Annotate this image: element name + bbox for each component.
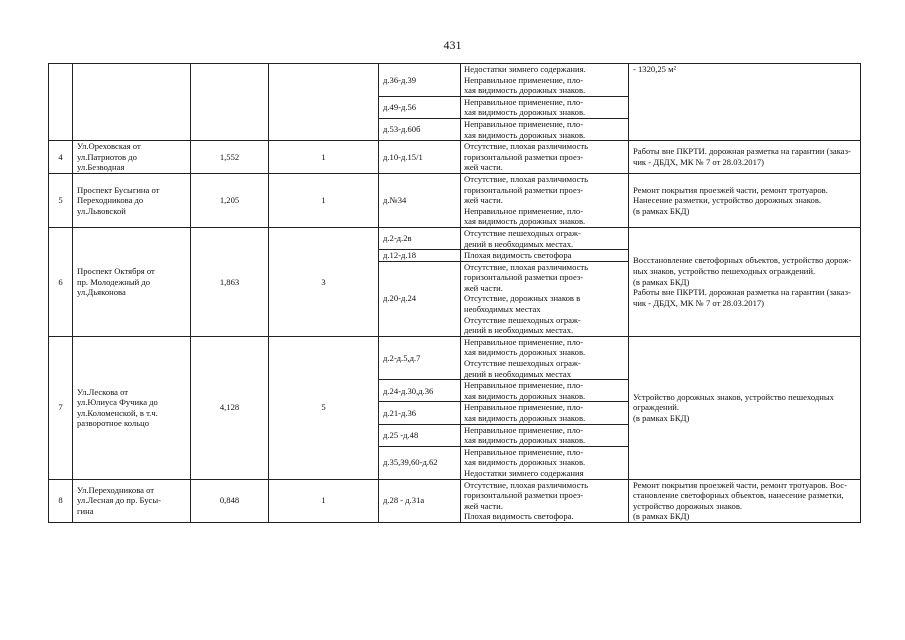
violation-line: Недостатки зимнего содержания.: [464, 64, 586, 74]
table-row: [49, 479, 861, 522]
measures-cell: [629, 64, 861, 141]
violation-line: хая видимость дорожных знаков.: [464, 347, 586, 358]
violations-cell: [461, 446, 629, 479]
violations-cell: [461, 227, 629, 249]
violations-cell: [461, 118, 629, 140]
street-line: Ул.Лескова от: [77, 386, 129, 397]
measure-line: (в рамках БКД): [633, 276, 690, 287]
address-cell: д.12-д.18: [379, 250, 461, 262]
count-cell: 1: [269, 479, 379, 522]
street-line: пр. Молодежный до: [77, 276, 151, 287]
violations-cell: [461, 261, 629, 336]
street-line: ул.Дьяконова: [77, 287, 126, 298]
violation-line: хая видимость дорожных знаков.: [464, 435, 586, 446]
violations-cell: [461, 141, 629, 174]
violations-cell: [461, 336, 629, 379]
table-row: [49, 141, 861, 174]
measure-line: (в рамках БКД): [633, 205, 690, 216]
violation-line: хая видимость дорожных знаков.: [464, 107, 586, 118]
violation-line: Неправильное применение, пло-: [464, 205, 584, 216]
length-cell: 1,552: [191, 141, 269, 174]
violation-line: Отсутствие, плохая различимость: [464, 173, 589, 184]
measure-line: ограждений.: [633, 402, 680, 413]
violations-cell: [461, 173, 629, 227]
violation-line: Плохая видимость светофора: [464, 250, 572, 261]
violation-line: необходимых местах: [464, 304, 541, 315]
violation-line: горизонтальной разметки проез-: [464, 490, 584, 501]
measures-cell: [629, 336, 861, 479]
table-row: [49, 336, 861, 379]
measures-cell: [629, 227, 861, 336]
street-cell: [73, 336, 191, 479]
measure-line: Восстановление светофорных объектов, устройство дорож-: [633, 255, 852, 266]
street-cell: [73, 64, 191, 141]
address-cell: д.№34: [379, 173, 461, 227]
measure-line: становление светофорных объектов, нанесение разметки,: [633, 490, 844, 501]
count-cell: 5: [269, 336, 379, 479]
road-inspection-table: [48, 63, 861, 523]
violations-cell: [461, 479, 629, 522]
violation-line: Неправильное применение, пло-: [464, 336, 584, 347]
address-cell: д.53-д.60б: [379, 118, 461, 140]
measure-line: Устройство дорожных знаков, устройство пешеходных: [633, 391, 834, 402]
street-line: ул.Безводная: [77, 162, 125, 173]
street-line: ул.Лесная до пр. Бусы-: [77, 495, 161, 506]
violation-line: хая видимость дорожных знаков.: [464, 129, 586, 140]
address-cell: д.49-д.56: [379, 96, 461, 118]
violations-cell: [461, 380, 629, 402]
row-number-cell: 5: [49, 173, 73, 227]
street-line: ул.Юлиуса Фучика до: [77, 397, 158, 408]
street-line: гина: [77, 506, 94, 517]
violation-line: дений в необходимых местах.: [464, 325, 574, 336]
measure-line: ных знаков, устройство пешеходных ограждений.: [633, 265, 816, 276]
violation-line: жей части.: [464, 282, 503, 293]
violation-line: Недостатки зимнего содержания: [464, 467, 584, 478]
violation-line: хая видимость дорожных знаков.: [464, 85, 586, 96]
violation-line: Отсутствие пешеходных ограж-: [464, 358, 581, 369]
violation-line: Плохая видимость светофора.: [464, 511, 574, 522]
violation-line: хая видимость дорожных знаков.: [464, 390, 586, 401]
violation-line: жей части.: [464, 500, 503, 511]
violation-line: хая видимость дорожных знаков.: [464, 413, 586, 423]
length-cell: 0,848: [191, 479, 269, 522]
count-cell: [269, 64, 379, 141]
length-cell: 1,205: [191, 173, 269, 227]
violations-cell: [461, 64, 629, 97]
measure-line: Работы вне ПКРТИ. дорожная разметка на гарантии (заказ-: [633, 287, 851, 298]
violation-line: хая видимость дорожных знаков.: [464, 216, 586, 227]
violation-line: дений в необходимых местах.: [464, 238, 574, 249]
length-cell: 4,128: [191, 336, 269, 479]
violation-line: Отсутствие, плохая различимость: [464, 479, 589, 490]
violation-line: жей части.: [464, 195, 503, 206]
violation-line: Неправильное применение, пло-: [464, 74, 584, 85]
row-number-cell: [49, 64, 73, 141]
address-cell: д.2-д.2в: [379, 227, 461, 249]
length-cell: 1,863: [191, 227, 269, 336]
table-row: [49, 227, 861, 249]
address-cell: д.24-д.30,д.36: [379, 380, 461, 402]
measure-line: Ремонт покрытия проезжей части, ремонт тротуаров. Вос-: [633, 479, 847, 490]
street-cell: [73, 173, 191, 227]
measures-cell: [629, 141, 861, 174]
violation-line: горизонтальной разметки проез-: [464, 272, 584, 283]
violation-line: Неправильное применение, пло-: [464, 402, 584, 413]
measure-line: Нанесение разметки, устройство дорожных знаков.: [633, 195, 822, 206]
street-line: ул.Патриотов до: [77, 151, 137, 162]
violations-cell: [461, 250, 629, 262]
violations-cell: [461, 424, 629, 446]
street-cell: [73, 479, 191, 522]
row-number-cell: 6: [49, 227, 73, 336]
violation-line: Неправильное применение, пло-: [464, 446, 584, 457]
count-cell: 1: [269, 173, 379, 227]
street-line: Переходникова до: [77, 195, 144, 206]
address-cell: д.28 - д.31а: [379, 479, 461, 522]
measure-line: Ремонт покрытия проезжей части, ремонт тротуаров.: [633, 184, 828, 195]
row-number-cell: 7: [49, 336, 73, 479]
violation-line: горизонтальной разметки проез-: [464, 151, 584, 162]
measure-line: чик - ДБДХ, МК № 7 от 28.03.2017): [633, 157, 765, 168]
count-cell: 3: [269, 227, 379, 336]
violation-line: Отсутствие пешеходных ограж-: [464, 227, 581, 238]
violation-line: Неправильное применение, пло-: [464, 96, 584, 107]
measure-line: чик - ДБДХ, МК № 7 от 28.03.2017): [633, 297, 765, 308]
measure-line: (в рамках БКД): [633, 511, 690, 522]
violation-line: Отсутствие, дорожных знаков в: [464, 293, 581, 304]
measure-line: - 1320,25 м²: [633, 64, 677, 74]
table-row: [49, 173, 861, 227]
street-line: Ул.Переходникова от: [77, 484, 155, 495]
row-number-cell: 4: [49, 141, 73, 174]
street-line: Ул.Ореховская от: [77, 141, 141, 152]
measures-cell: [629, 479, 861, 522]
length-cell: [191, 64, 269, 141]
address-cell: д.10-д.15/1: [379, 141, 461, 174]
table-row: [49, 64, 861, 97]
measure-line: Работы вне ПКРТИ. дорожная разметка на гарантии (заказ-: [633, 146, 851, 157]
violations-cell: [461, 402, 629, 424]
violation-line: горизонтальной разметки проез-: [464, 184, 584, 195]
violation-line: Неправильное применение, пло-: [464, 380, 584, 391]
street-cell: [73, 227, 191, 336]
street-cell: [73, 141, 191, 174]
violation-line: жей части.: [464, 162, 503, 173]
violation-line: Неправильное применение, пло-: [464, 424, 584, 435]
address-cell: д.36-д.39: [379, 64, 461, 97]
violation-line: Неправильное применение, пло-: [464, 118, 584, 129]
address-cell: д.2-д.5,д.7: [379, 336, 461, 379]
measure-line: (в рамках БКД): [633, 413, 690, 423]
street-line: ул.Коломенской, в т.ч.: [77, 407, 158, 418]
violation-line: Отсутствие пешеходных ограж-: [464, 314, 581, 325]
measures-cell: [629, 173, 861, 227]
street-line: Проспект Бусыгина от: [77, 184, 160, 195]
address-cell: д.25 -д.48: [379, 424, 461, 446]
violations-cell: [461, 96, 629, 118]
count-cell: 1: [269, 141, 379, 174]
address-cell: д.35,39,60-д.62: [379, 446, 461, 479]
violation-line: Отсутствие, плохая различимость: [464, 261, 589, 272]
street-line: ул.Львовской: [77, 205, 126, 216]
street-line: разворотное кольцо: [77, 418, 150, 429]
row-number-cell: 8: [49, 479, 73, 522]
table-body: [49, 64, 861, 523]
violation-line: хая видимость дорожных знаков.: [464, 457, 586, 468]
street-line: Проспект Октября от: [77, 265, 155, 276]
page-number: 431: [443, 38, 462, 52]
address-cell: д.20-д.24: [379, 261, 461, 336]
measure-line: устройство дорожных знаков.: [633, 500, 743, 511]
address-cell: д.21-д.36: [379, 402, 461, 424]
violation-line: дений в необходимых местах: [464, 368, 571, 379]
violation-line: Отсутствие, плохая различимость: [464, 141, 589, 152]
